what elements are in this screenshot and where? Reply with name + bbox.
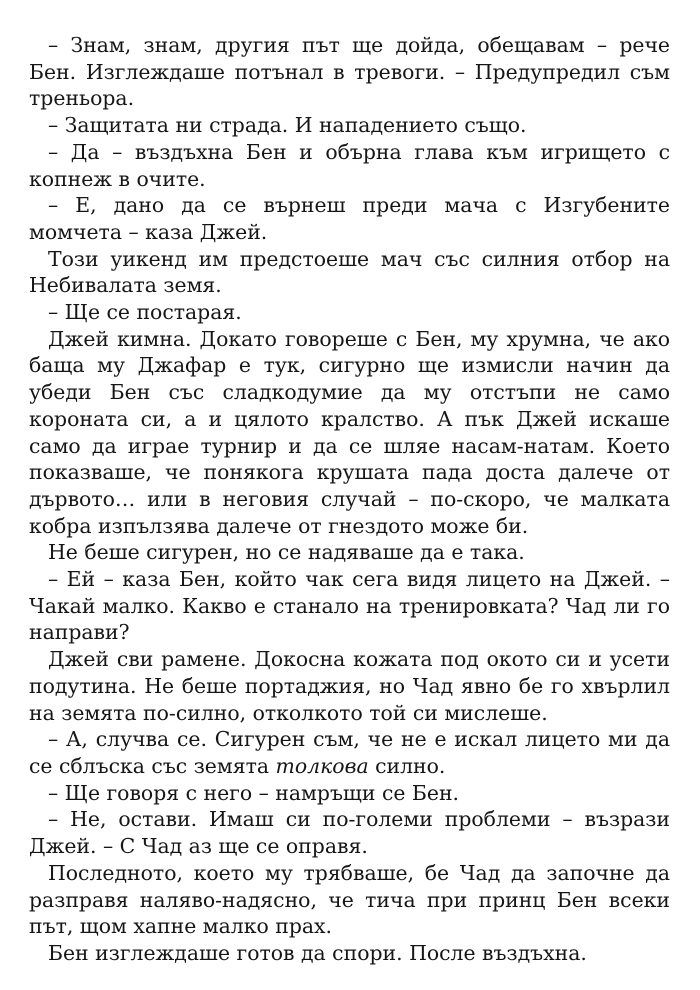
- paragraph-11-end: силно.: [368, 753, 446, 778]
- italic-emphasis: толкова: [275, 753, 369, 778]
- paragraph-7: Джей кимна. Докато говореше с Бен, му хрумна, че ако баща му Джафар е тук, сигурно ще измисли начин да убеди Бен със сладкодумие да му отстъпи не само короната си, а и цялото кралство. А пък Джей искаше само да играе турнир и да се шляе насам-натам. Което показваше, че понякога крушата пада доста далече от дървото… или в неговия случай – по-скоро, че малката кобра изпълзява далече от гнездото може би.: [29, 326, 670, 538]
- paragraph-11: [29, 726, 670, 779]
- paragraph-14: Последното, което му трябваше, бе Чад да започне да разправя наляво-надясно, че тича при принц Бен всеки път, щом хапне малко прах.: [29, 860, 670, 939]
- paragraph-10: Джей сви рамене. Докосна кожата под окото си и усети подутина. Не беше портаджия, но Чад явно бе го хвърлил на земята по-силно, отколкото той си мислеше.: [29, 647, 670, 725]
- book-page: [29, 32, 670, 967]
- paragraph-4: – Е, дано да се върнеш преди мача с Изгубените момчета – каза Джей.: [29, 193, 670, 244]
- paragraph-1: – Знам, знам, другия път ще дойда, обещавам – рече Бен. Изглеждаше потънал в тревоги. – Предупредил съм треньора.: [29, 33, 670, 111]
- paragraph-12: – Ще говоря с него – намръщи се Бен.: [48, 780, 460, 805]
- paragraph-8: Не беше сигурен, но се надяваше да е така.: [48, 540, 525, 565]
- paragraph-15: Бен изглеждаше готов да спори. После въздъхна.: [48, 940, 587, 965]
- paragraph-11-start: – А, случва се. Сигурен съм, че не е искал лицето ми да се сблъска със земята: [29, 727, 670, 778]
- paragraph-5: Този уикенд им предстоеше мач със силния отбор на Небивалата земя.: [29, 246, 670, 298]
- paragraph-6: – Ще се постарая.: [48, 300, 242, 325]
- paragraph-9: – Ей – каза Бен, който чак сега видя лицето на Джей. – Чакай малко. Какво е станало на тренировката? Чад ли го направи?: [29, 567, 670, 645]
- paragraph-2: – Защитата ни страда. И нападението също.: [48, 113, 527, 138]
- paragraph-3: – Да – въздъхна Бен и обърна глава към игрището с копнеж в очите.: [29, 139, 670, 191]
- paragraph-13: – Не, остави. Имаш си по-големи проблеми – възрази Джей. – С Чад аз ще се оправя.: [29, 807, 670, 859]
